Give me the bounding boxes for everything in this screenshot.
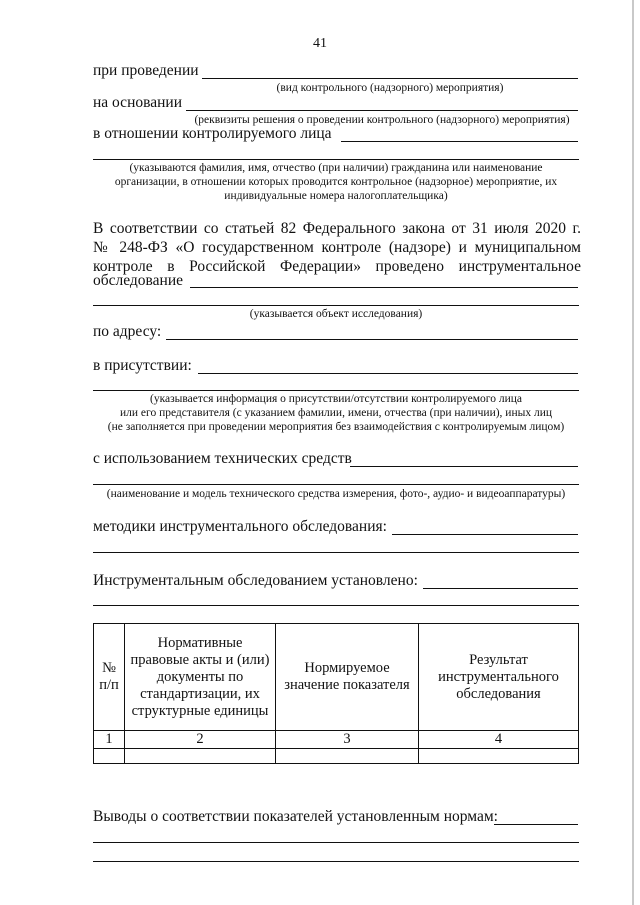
conduct-caption: (вид контрольного (надзорного) мероприятия): [276, 82, 504, 94]
presence-field-2[interactable]: [93, 390, 579, 391]
col-number-3: 3: [276, 731, 419, 749]
tech-field-2[interactable]: [93, 484, 579, 485]
established-field-2[interactable]: [93, 605, 579, 606]
controlled-person-caption-2: организации, в отношении которых проводится контрольное (надзорное) мероприятие, их: [114, 176, 558, 188]
established-label: Инструментальным обследованием установлено:: [93, 572, 418, 589]
presence-caption-2: или его представителя (с указанием фамилии, имени, отчества (при наличии), иных лиц: [119, 407, 553, 419]
basis-label: на основании: [93, 94, 182, 111]
controlled-person-field-2[interactable]: [93, 159, 579, 160]
conclusion-label: Выводы о соответствии показателей установленным нормам:: [93, 808, 498, 825]
survey-object-field[interactable]: [190, 287, 578, 288]
tech-field[interactable]: [350, 466, 578, 467]
paragraph-line-1: В соответствии со статьей 82 Федерального закона от 31 июля 2020 г.: [93, 220, 581, 237]
methods-field-2[interactable]: [93, 552, 579, 553]
table-number-row: [94, 731, 579, 749]
survey-object-caption: (указывается объект исследования): [249, 308, 423, 320]
basis-field[interactable]: [186, 110, 578, 111]
conclusion-field[interactable]: [494, 824, 578, 825]
table-header-row: [94, 624, 579, 731]
presence-caption-3: (не заполняется при проведении мероприятия без взаимодействия с контролируемым лицом): [107, 421, 565, 433]
address-field[interactable]: [166, 339, 578, 340]
header-survey-result: Результат инструментального обследования: [419, 624, 579, 731]
presence-field[interactable]: [198, 373, 578, 374]
paragraph-line-3: контроле в Российской Федерации» проведено инструментальное: [93, 258, 581, 275]
survey-object-field-2[interactable]: [93, 305, 579, 306]
header-number: № п/п: [94, 624, 125, 731]
results-table: [93, 623, 579, 764]
paragraph-line-4: обследование: [93, 272, 184, 289]
address-label: по адресу:: [93, 323, 162, 340]
header-normative-acts: Нормативные правовые акты и (или) документы по стандартизации, их структурные единицы: [125, 624, 276, 731]
conduct-label: при проведении: [93, 62, 199, 79]
col-number-1: 1: [94, 731, 125, 749]
controlled-person-caption-1: (указываются фамилия, имя, отчество (при наличии) гражданина или наименование: [129, 162, 543, 174]
table-row: [94, 749, 579, 764]
controlled-person-field[interactable]: [341, 141, 578, 142]
conclusion-field-3[interactable]: [93, 861, 579, 862]
tech-label: с использованием технических средств: [93, 450, 352, 467]
methods-label: методики инструментального обследования:: [93, 518, 387, 535]
page-number: 41: [313, 36, 327, 51]
methods-field[interactable]: [392, 534, 578, 535]
legal-basis-paragraph: [93, 219, 581, 276]
tech-caption: (наименование и модель технического средства измерения, фото-, аудио- и видеоаппаратуры): [106, 488, 566, 500]
presence-label: в присутствии:: [93, 357, 192, 374]
col-number-4: 4: [419, 731, 579, 749]
col-number-2: 2: [125, 731, 276, 749]
conduct-field[interactable]: [202, 78, 578, 79]
table-cell[interactable]: [276, 749, 419, 764]
paragraph-line-2: № 248-ФЗ «О государственном контроле (надзоре) и муниципальном: [93, 239, 581, 256]
table-cell[interactable]: [125, 749, 276, 764]
page-edge: [632, 0, 634, 905]
established-field[interactable]: [423, 588, 578, 589]
presence-caption-1: (указывается информация о присутствии/отсутствии контролируемого лица: [150, 393, 522, 405]
controlled-person-label: в отношении контролируемого лица: [93, 125, 332, 142]
conclusion-field-2[interactable]: [93, 842, 579, 843]
controlled-person-caption-3: индивидуальные номера налогоплательщика): [224, 190, 448, 202]
table-cell[interactable]: [419, 749, 579, 764]
basis-caption: (реквизиты решения о проведении контрольного (надзорного) мероприятия): [194, 114, 570, 126]
header-normalized-value: Нормируемое значение показателя: [276, 624, 419, 731]
table-cell[interactable]: [94, 749, 125, 764]
